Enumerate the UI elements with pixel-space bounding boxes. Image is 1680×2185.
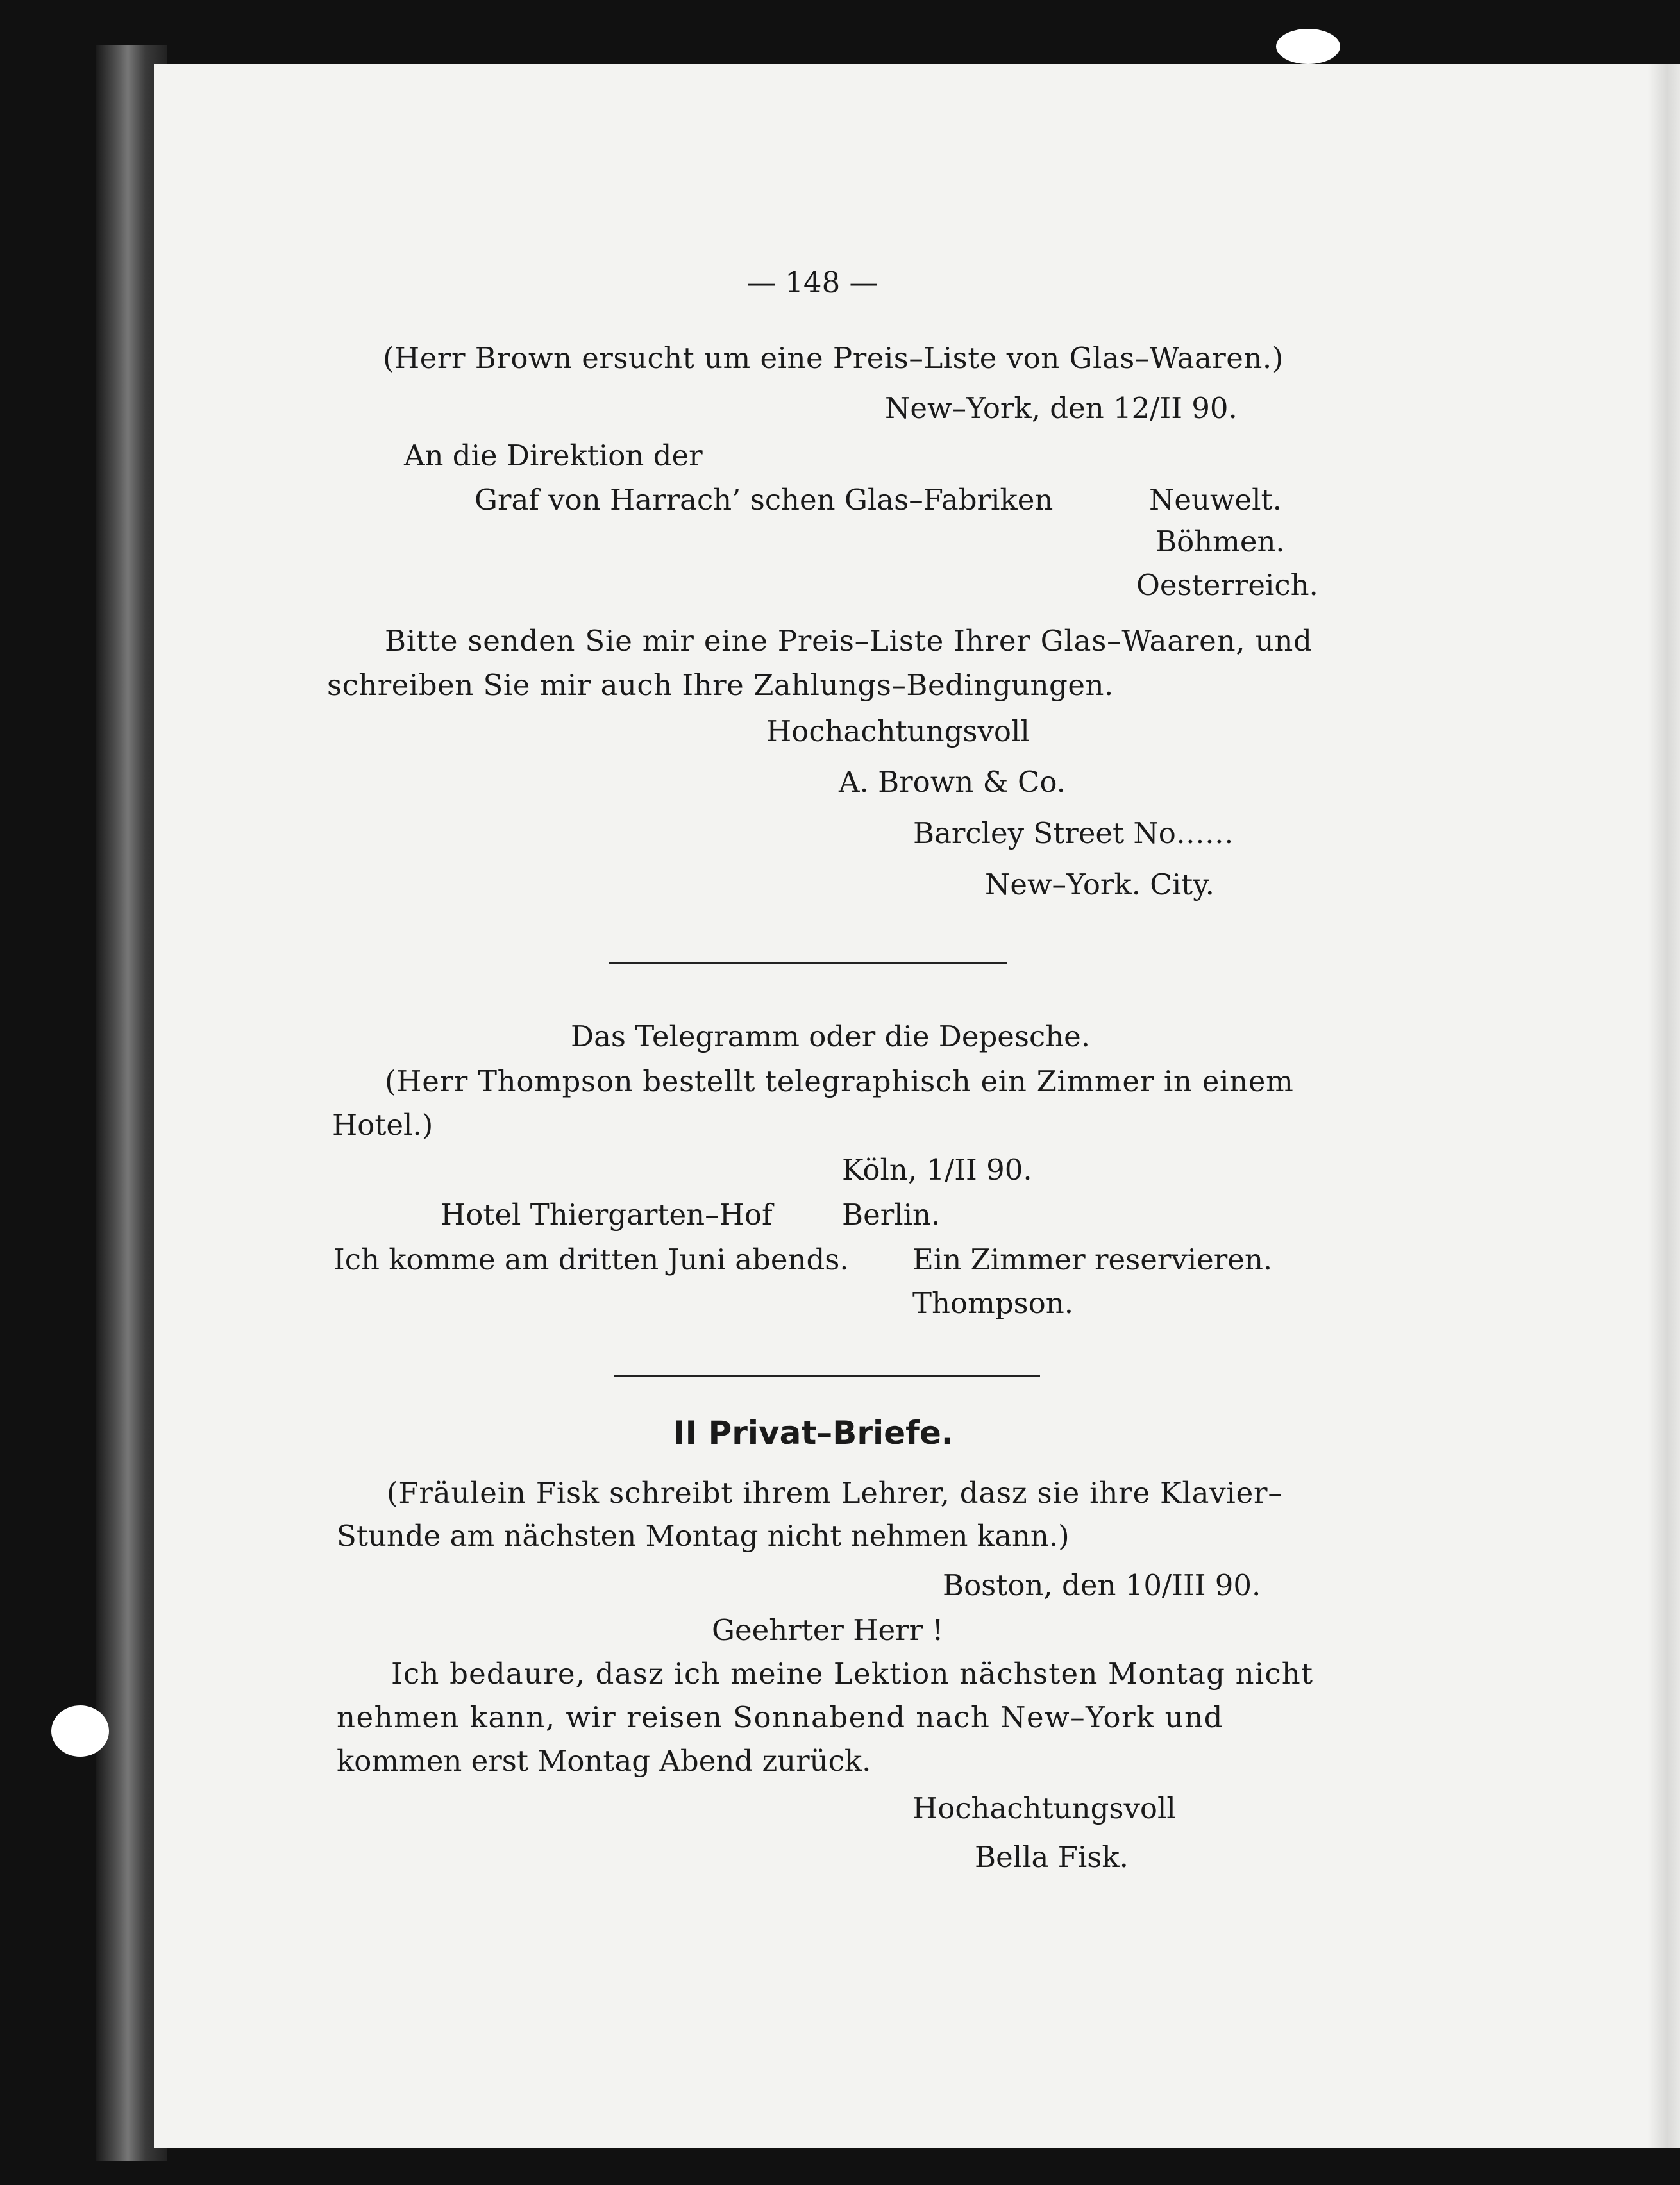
business-letter-date: New–York, den 12/II 90. bbox=[885, 391, 1238, 425]
business-letter-place3: Oesterreich. bbox=[1136, 568, 1318, 602]
business-letter-street: Barcley Street No…… bbox=[913, 816, 1234, 850]
private-letter-note-line2: Stunde am nächsten Montag nicht nehmen kann.) bbox=[337, 1519, 1070, 1553]
book-page bbox=[154, 64, 1654, 2148]
page-number: — 148 — bbox=[747, 265, 878, 299]
business-letter-place1: Neuwelt. bbox=[1149, 483, 1282, 517]
section-divider bbox=[609, 962, 1007, 964]
business-letter-sender: A. Brown & Co. bbox=[839, 765, 1066, 799]
page-fold-shadow bbox=[1648, 64, 1680, 2148]
section-divider bbox=[614, 1375, 1040, 1377]
telegram-note-line1: (Herr Thompson bestellt telegraphisch ein Zimmer in einem bbox=[385, 1064, 1294, 1098]
business-letter-address-line2: Graf von Harrach’ schen Glas–Fabriken bbox=[475, 483, 1054, 517]
telegram-title: Das Telegramm oder die Depesche. bbox=[571, 1019, 1091, 1053]
business-letter-note: (Herr Brown ersucht um eine Preis–Liste von Glas–Waaren.) bbox=[383, 341, 1284, 375]
private-letter-date: Boston, den 10/III 90. bbox=[943, 1568, 1261, 1602]
paper-fleck bbox=[51, 1705, 109, 1757]
telegram-message-part2: Ein Zimmer reservieren. bbox=[912, 1243, 1273, 1277]
business-letter-place2: Böhmen. bbox=[1155, 524, 1285, 558]
telegram-message-part1: Ich komme am dritten Juni abends. bbox=[333, 1243, 849, 1277]
business-letter-city: New–York. City. bbox=[985, 867, 1214, 901]
business-letter-closing: Hochachtungsvoll bbox=[766, 714, 1030, 748]
private-letter-body-line1: Ich bedaure, dasz ich meine Lektion nächsten Montag nicht bbox=[391, 1657, 1314, 1691]
business-letter-body-line1: Bitte senden Sie mir eine Preis–Liste Ihrer Glas–Waaren, und bbox=[385, 624, 1313, 658]
private-letter-salutation: Geehrter Herr ! bbox=[712, 1613, 944, 1647]
private-letter-note-line1: (Fräulein Fisk schreibt ihrem Lehrer, dasz sie ihre Klavier– bbox=[387, 1476, 1283, 1510]
telegram-recipient: Hotel Thiergarten–Hof bbox=[441, 1198, 773, 1232]
telegram-date: Köln, 1/II 90. bbox=[842, 1153, 1032, 1187]
telegram-signature: Thompson. bbox=[912, 1286, 1074, 1320]
private-letter-body-line3: kommen erst Montag Abend zurück. bbox=[337, 1744, 871, 1778]
private-letter-closing: Hochachtungsvoll bbox=[912, 1791, 1176, 1825]
private-letter-body-line2: nehmen kann, wir reisen Sonnabend nach New–York und bbox=[337, 1700, 1223, 1734]
telegram-note-line2: Hotel.) bbox=[332, 1108, 433, 1142]
private-letter-signature: Bella Fisk. bbox=[975, 1840, 1129, 1874]
business-letter-address-line1: An die Direktion der bbox=[404, 439, 703, 473]
paper-fleck bbox=[1276, 29, 1340, 64]
private-letters-heading: II Privat–Briefe. bbox=[673, 1414, 953, 1452]
telegram-recipient-city: Berlin. bbox=[842, 1198, 941, 1232]
business-letter-body-line2: schreiben Sie mir auch Ihre Zahlungs–Bedingungen. bbox=[327, 668, 1114, 702]
